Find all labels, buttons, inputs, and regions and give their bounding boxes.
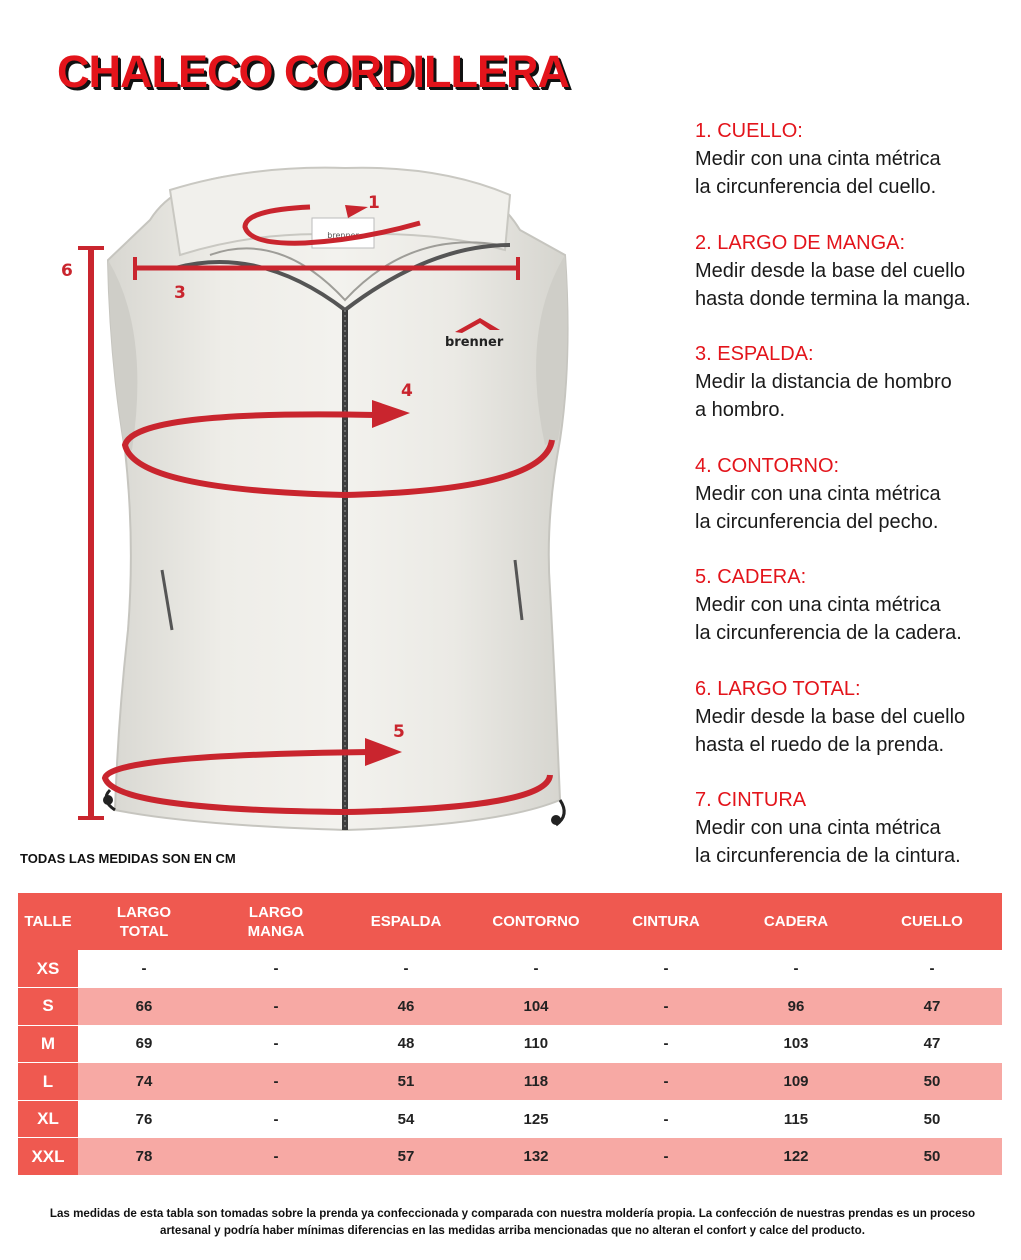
instruction-title: 5. CADERA: (695, 566, 807, 588)
table-cell: 122 (730, 1138, 862, 1176)
instruction-text: Medir desde la base del cuello (695, 259, 966, 282)
measurement-instructions (695, 117, 1015, 898)
table-cell: - (210, 1138, 342, 1176)
table-cell: - (210, 1100, 342, 1138)
size-label: XS (18, 950, 78, 988)
table-cell: - (210, 1025, 342, 1063)
table-cell: 46 (342, 988, 470, 1026)
marker-4: 4 (401, 381, 413, 401)
table-cell: 78 (78, 1138, 210, 1176)
table-row (18, 1138, 1002, 1176)
instruction-title: 7. CINTURA (695, 789, 807, 811)
table-cell: 50 (862, 1100, 1002, 1138)
svg-text:brenner: brenner (327, 231, 359, 240)
table-cell: - (602, 988, 730, 1026)
vest-measurement-figure (0, 160, 640, 850)
table-cell: 69 (78, 1025, 210, 1063)
instruction-text: a hombro. (695, 399, 786, 421)
table-cell: 57 (342, 1138, 470, 1176)
table-cell: - (602, 1100, 730, 1138)
vest-illustration (0, 160, 640, 850)
table-cell: 103 (730, 1025, 862, 1063)
size-label: S (18, 988, 78, 1026)
instruction-text: Medir la distancia de hombro (695, 371, 952, 393)
table-row (18, 1063, 1002, 1101)
instruction-text: hasta el ruedo de la prenda. (695, 733, 945, 756)
instruction-total-length (695, 675, 1015, 787)
table-row (18, 1025, 1002, 1063)
table-cell: - (602, 950, 730, 988)
table-cell: 132 (470, 1138, 602, 1176)
instruction-title: 1. CUELLO: (695, 120, 803, 142)
vest-body (108, 175, 568, 830)
table-cell: - (602, 1063, 730, 1101)
marker-6: 6 (61, 261, 73, 281)
table-cell: 104 (470, 988, 602, 1026)
table-cell: 110 (470, 1025, 602, 1063)
table-cell: - (602, 1138, 730, 1176)
instruction-text: Medir con una cinta métrica (695, 148, 941, 170)
table-cell: - (730, 950, 862, 988)
table-cell: 125 (470, 1100, 602, 1138)
table-cell: 47 (862, 1025, 1002, 1063)
table-cell: - (862, 950, 1002, 988)
instruction-text: la circunferencia del cuello. (695, 176, 937, 198)
size-label: L (18, 1063, 78, 1101)
table-cell: 118 (470, 1063, 602, 1101)
table-cell: 50 (862, 1138, 1002, 1176)
table-cell: 48 (342, 1025, 470, 1063)
table-cell: 74 (78, 1063, 210, 1101)
table-row (18, 950, 1002, 988)
table-cell: - (602, 1025, 730, 1063)
header-talle: TALLE (18, 893, 78, 950)
size-label: M (18, 1025, 78, 1063)
instruction-text: Medir con una cinta métrica (695, 817, 941, 839)
instruction-text: la circunferencia de la cadera. (695, 622, 962, 644)
table-cell: 109 (730, 1063, 862, 1101)
table-cell: 54 (342, 1100, 470, 1138)
instruction-text: Medir con una cinta métrica (695, 594, 941, 616)
instruction-waist (695, 786, 1015, 898)
table-cell: 66 (78, 988, 210, 1026)
header-cintura: CINTURA (602, 893, 730, 950)
header-cadera: CADERA (730, 893, 862, 950)
instruction-back (695, 340, 1015, 452)
instruction-sleeve-length (695, 229, 1015, 341)
marker-5: 5 (393, 722, 405, 742)
instruction-text: hasta donde termina la manga. (695, 287, 971, 310)
instruction-chest (695, 452, 1015, 564)
instruction-title: 3. ESPALDA: (695, 343, 814, 365)
table-row (18, 988, 1002, 1026)
instruction-title: 2. LARGO DE MANGA: (695, 231, 906, 254)
instruction-neck (695, 117, 1015, 229)
instruction-title: 4. CONTORNO: (695, 454, 840, 477)
table-cell: - (210, 950, 342, 988)
header-espalda: ESPALDA (342, 893, 470, 950)
table-cell: - (470, 950, 602, 988)
svg-text:brenner: brenner (445, 335, 504, 350)
units-note: TODAS LAS MEDIDAS SON EN CM (20, 851, 236, 866)
size-label: XXL (18, 1138, 78, 1176)
instruction-title: 6. LARGO TOTAL: (695, 677, 861, 700)
page-title: CHALECO CORDILLERA (57, 46, 569, 97)
header-contorno: CONTORNO (470, 893, 602, 950)
measure-6-total-length (78, 248, 104, 818)
header-largo-total: LARGO TOTAL (78, 893, 210, 950)
instruction-hip (695, 563, 1015, 675)
table-row (18, 1100, 1002, 1138)
table-cell: 115 (730, 1100, 862, 1138)
instruction-text: Medir con una cinta métrica (695, 482, 941, 505)
header-largo-manga: LARGO MANGA (210, 893, 342, 950)
marker-3: 3 (174, 283, 186, 303)
instruction-text: la circunferencia del pecho. (695, 510, 939, 533)
table-cell: 50 (862, 1063, 1002, 1101)
instruction-text: la circunferencia de la cintura. (695, 845, 961, 867)
size-label: XL (18, 1100, 78, 1138)
table-cell: 96 (730, 988, 862, 1026)
marker-1: 1 (368, 193, 380, 213)
instruction-text: Medir desde la base del cuello (695, 705, 966, 728)
table-header-row (18, 893, 1002, 950)
table-cell: - (78, 950, 210, 988)
table-cell: 47 (862, 988, 1002, 1026)
table-cell: 51 (342, 1063, 470, 1101)
footer-disclaimer: Las medidas de esta tabla son tomadas sobre la prenda ya confeccionada y comparada con nuestra moldería propia. La confección de nuestras prendas es un proceso artesanal y podría haber mínimas diferencias en las medidas arriba mencionadas que no alteran el confort y calce del producto. (49, 1207, 976, 1237)
header-cuello: CUELLO (862, 893, 1002, 950)
size-table (18, 893, 1002, 1176)
table-cell: 76 (78, 1100, 210, 1138)
table-cell: - (210, 988, 342, 1026)
table-cell: - (342, 950, 470, 988)
table-cell: - (210, 1063, 342, 1101)
